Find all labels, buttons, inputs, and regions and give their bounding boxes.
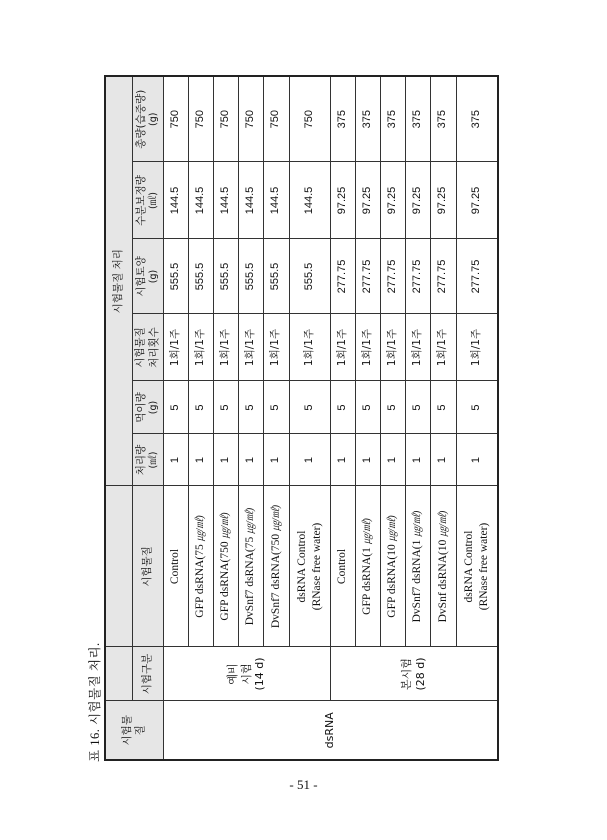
header-test-soil: [132, 239, 163, 314]
test-substance-name: [360, 489, 375, 645]
test-substance-cell: [355, 486, 380, 647]
test-substance-name: [269, 489, 284, 645]
treatment-volume-cell: 1: [163, 434, 188, 486]
test-soil-cell: 277.75: [456, 239, 498, 314]
test-category-cell: [330, 647, 498, 701]
test-soil-cell: 555.5: [263, 239, 289, 314]
treatment-frequency-cell: 1회/1주: [213, 314, 238, 381]
table-row: [330, 76, 355, 760]
moisture-correction-cell: 144.5: [238, 162, 263, 239]
header-test-soil-unit: (g): [148, 269, 160, 284]
test-soil-cell: 277.75: [405, 239, 430, 314]
test-material-cell: dsRNA: [163, 701, 498, 760]
test-substance-text: Control: [169, 548, 182, 585]
moisture-correction-cell: 97.25: [405, 162, 430, 239]
total-amount-cell: 375: [355, 76, 380, 162]
treatment-frequency-cell: 1회/1주: [289, 314, 330, 381]
treatment-frequency-cell: 1회/1주: [330, 314, 355, 381]
treatment-volume-cell: 1: [188, 434, 213, 486]
treatment-volume-cell: 1: [355, 434, 380, 486]
test-substance-unit: ㎍/㎖): [362, 518, 374, 545]
total-amount-cell: 375: [330, 76, 355, 162]
treatment-frequency-cell: 1회/1주: [355, 314, 380, 381]
feed-amount-cell: 5: [188, 381, 213, 434]
test-substance-name: [295, 489, 309, 645]
total-amount-cell: 750: [289, 76, 330, 162]
moisture-correction-cell: 97.25: [355, 162, 380, 239]
header-total-amount-unit: (g): [148, 112, 160, 126]
test-substance-unit: ㎍/㎖): [195, 515, 207, 542]
test-substance-name: [385, 489, 400, 645]
header-test-material: 시험물질: [105, 701, 163, 760]
test-category-line: (28 d): [413, 657, 427, 691]
header-feed-amount: [132, 381, 163, 434]
test-substance-name: [410, 489, 425, 645]
test-substance-unit: ㎍/㎖): [270, 504, 282, 531]
feed-amount-cell: 5: [163, 381, 188, 434]
treatment-volume-cell: 1: [238, 434, 263, 486]
treatment-volume-cell: 1: [330, 434, 355, 486]
treatment-volume-cell: 1: [430, 434, 456, 486]
page-number: - 51 -: [289, 777, 318, 792]
header-test-substance: 시험물질: [132, 486, 163, 647]
test-category-line: 본시험: [400, 658, 413, 690]
test-category-line: 예비: [225, 663, 239, 685]
treatment-frequency-cell: 1회/1주: [163, 314, 188, 381]
test-substance-unit: ㎍/㎖): [220, 512, 232, 539]
test-substance-text: dsRNA Control: [463, 530, 476, 603]
header-treatment-frequency: [132, 314, 163, 381]
test-substance-text: GFP dsRNA(1: [361, 547, 374, 615]
feed-amount-cell: 5: [380, 381, 405, 434]
header-treatment-group: 시험물질 처리: [105, 76, 132, 486]
header-total-amount-label: 총량(습중량): [135, 89, 147, 149]
test-soil-cell: 277.75: [355, 239, 380, 314]
feed-amount-cell: 5: [238, 381, 263, 434]
header-feed-amount-label: 먹이량: [135, 392, 147, 423]
table-row: [163, 76, 188, 760]
total-amount-cell: 750: [213, 76, 238, 162]
test-substance-text: DvSnf7 dsRNA(75: [244, 536, 257, 626]
moisture-correction-cell: 144.5: [163, 162, 188, 239]
moisture-correction-cell: 144.5: [213, 162, 238, 239]
treatment-frequency-cell: 1회/1주: [430, 314, 456, 381]
header-treatment-volume-label: 처리량: [135, 444, 147, 476]
test-substance-text: DvSnf dsRNA(10: [436, 539, 449, 623]
treatment-frequency-cell: 1회/1주: [188, 314, 213, 381]
total-amount-cell: 375: [430, 76, 456, 162]
test-substance-cell: [330, 486, 355, 647]
moisture-correction-cell: 144.5: [289, 162, 330, 239]
treatment-frequency-cell: 1회/1주: [405, 314, 430, 381]
test-soil-cell: 555.5: [289, 239, 330, 314]
header-treatment-frequency-line1: 시험물질: [134, 327, 147, 368]
moisture-correction-cell: 97.25: [380, 162, 405, 239]
treatment-frequency-cell: 1회/1주: [238, 314, 263, 381]
moisture-correction-cell: 97.25: [330, 162, 355, 239]
feed-amount-cell: 5: [355, 381, 380, 434]
test-substance-unit: ㎍/㎖): [387, 515, 399, 542]
test-substance-line2: (RNase free water): [477, 522, 490, 611]
treatment-volume-cell: 1: [456, 434, 498, 486]
header-total-amount: [132, 76, 163, 162]
test-substance-cell: [289, 486, 330, 647]
test-substance-cell: [380, 486, 405, 647]
header-blank-2: [105, 486, 132, 647]
test-category-line: (14 d): [253, 657, 267, 691]
header-moisture-correction-label: 수분보정량: [135, 175, 147, 226]
header-blank-1: [105, 647, 132, 701]
feed-amount-cell: 5: [405, 381, 430, 434]
total-amount-cell: 750: [263, 76, 289, 162]
feed-amount-cell: 5: [289, 381, 330, 434]
total-amount-cell: 375: [456, 76, 498, 162]
treatment-volume-cell: 1: [380, 434, 405, 486]
header-test-soil-label: 시험토양: [135, 256, 147, 297]
test-substance-text: DvSnf7 dsRNA(1: [411, 539, 424, 623]
treatment-frequency-cell: 1회/1주: [380, 314, 405, 381]
test-substance-name: [243, 489, 258, 645]
test-substance-cell: [238, 486, 263, 647]
table-body: [163, 76, 498, 760]
header-moisture-correction-unit: (㎖): [148, 192, 160, 209]
header-moisture-correction: [132, 162, 163, 239]
test-substance-line2: (RNase free water): [310, 522, 323, 611]
total-amount-cell: 750: [188, 76, 213, 162]
moisture-correction-cell: 144.5: [188, 162, 213, 239]
treatment-volume-cell: 1: [405, 434, 430, 486]
test-category-line: 시험: [239, 663, 253, 685]
header-treatment-frequency-line2: 처리횟수: [147, 327, 160, 368]
test-substance-name: [436, 489, 451, 645]
test-substance-name: [168, 489, 182, 645]
test-substance-text: GFP dsRNA(10: [386, 544, 399, 618]
treatment-volume-cell: 1: [213, 434, 238, 486]
test-substance-text: dsRNA Control: [296, 530, 309, 603]
total-amount-cell: 375: [405, 76, 430, 162]
test-soil-cell: 277.75: [330, 239, 355, 314]
header-feed-amount-unit: (g): [148, 400, 160, 415]
moisture-correction-cell: 97.25: [456, 162, 498, 239]
header-treatment-volume-unit: (㎖): [148, 451, 160, 469]
test-substance-unit: ㎍/㎖): [437, 510, 449, 537]
test-soil-cell: 555.5: [163, 239, 188, 314]
header-test-category: 시험구분: [132, 647, 163, 701]
test-category-cell: [163, 647, 330, 701]
test-substance-name: [462, 489, 476, 645]
test-substance-cell: [263, 486, 289, 647]
test-substance-text: Control: [336, 548, 349, 585]
test-substance-cell: [456, 486, 498, 647]
total-amount-cell: 375: [380, 76, 405, 162]
treatment-volume-cell: 1: [263, 434, 289, 486]
test-substance-name: [218, 489, 233, 645]
total-amount-cell: 750: [238, 76, 263, 162]
test-substance-cell: [430, 486, 456, 647]
header-treatment-volume: [132, 434, 163, 486]
feed-amount-cell: 5: [213, 381, 238, 434]
feed-amount-cell: 5: [456, 381, 498, 434]
moisture-correction-cell: 97.25: [430, 162, 456, 239]
test-substance-unit: ㎍/㎖): [412, 510, 424, 537]
feed-amount-cell: 5: [330, 381, 355, 434]
treatment-frequency-cell: 1회/1주: [263, 314, 289, 381]
test-substance-text: DvSnf7 dsRNA(750: [269, 533, 282, 629]
test-material-treatment-table: [104, 75, 499, 761]
test-soil-cell: 277.75: [430, 239, 456, 314]
total-amount-cell: 750: [163, 76, 188, 162]
test-substance-cell: [213, 486, 238, 647]
test-soil-cell: 555.5: [213, 239, 238, 314]
moisture-correction-cell: 144.5: [263, 162, 289, 239]
test-substance-text: GFP dsRNA(750: [219, 541, 232, 621]
test-substance-cell: [405, 486, 430, 647]
rotated-table-container: [104, 77, 497, 761]
table-caption: 표 16. 시험물질 처리.: [88, 642, 102, 762]
test-substance-name: [335, 489, 349, 645]
test-substance-name: [193, 489, 208, 645]
treatment-volume-cell: 1: [289, 434, 330, 486]
test-soil-cell: 277.75: [380, 239, 405, 314]
test-substance-text: GFP dsRNA(75: [194, 544, 207, 618]
feed-amount-cell: 5: [430, 381, 456, 434]
test-substance-cell: [188, 486, 213, 647]
test-soil-cell: 555.5: [188, 239, 213, 314]
test-soil-cell: 555.5: [238, 239, 263, 314]
treatment-frequency-cell: 1회/1주: [456, 314, 498, 381]
feed-amount-cell: 5: [263, 381, 289, 434]
test-substance-unit: ㎍/㎖): [245, 507, 257, 534]
test-substance-cell: [163, 486, 188, 647]
